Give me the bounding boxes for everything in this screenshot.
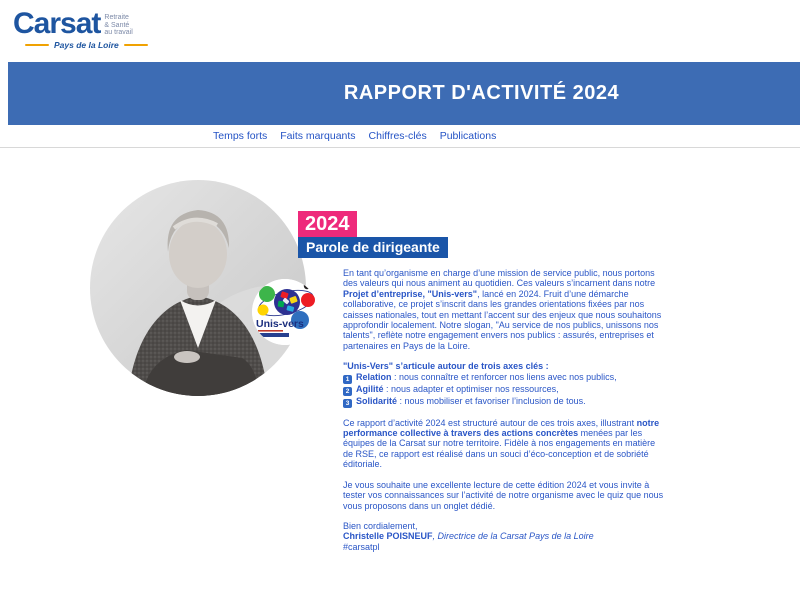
closing-paragraph: Je vous souhaite une excellente lecture de cette édition 2024 et vous invite à tester vos connaissances sur l’activité de notre organisme avec le quiz que nous vous proposons dans un onglet dédié. [343,479,664,511]
axis-text: : nous adapter et optimiser nos ressources, [383,383,559,394]
signoff-greeting: Bien cordialement, [343,520,418,531]
logo-divider-right [124,44,148,46]
logo-tagline-line: au travail [104,29,133,36]
article [343,268,665,552]
axis-1-badge: 1 [343,375,352,384]
signoff [343,521,665,552]
signoff-name: Christelle POISNEUF [343,531,433,542]
logo-divider-left [25,44,49,46]
logo-tagline-line: & Santé [104,21,130,29]
axis-term: Relation [356,371,392,382]
nav-item-faits-marquants[interactable]: Faits marquants [280,130,356,142]
logo-brand: Carsat [13,7,101,40]
axis-term: Agilité [356,383,384,394]
axis-term: Solidarité [356,395,398,406]
nav-item-publications[interactable]: Publications [439,130,497,142]
page-title: RAPPORT D'ACTIVITÉ 2024 [343,82,620,104]
axis-3-badge: 3 [343,399,352,408]
logo-region: Pays de la Loire [54,40,119,50]
section-title: Parole de dirigeante [298,237,448,258]
signoff-hashtag: #carsatpl [343,541,380,552]
carsat-logo[interactable] [13,9,148,50]
logo-tagline [104,14,132,37]
axis-item-solidarite [343,396,665,408]
axes-list [343,372,665,408]
logo-tagline-line: Retraite [104,14,129,21]
axes-heading: "Unis-Vers" s’articule autour de trois axes clés : [343,361,549,372]
signoff-role: , Directrice de la Carsat Pays de la Loire [432,531,594,542]
axis-text: : nous connaître et renforcer nos liens avec nos publics, [391,371,617,382]
year-badge: 2024 [298,211,357,237]
main-nav [0,125,800,148]
structure-paragraph: Ce rapport d’activité 2024 est structuré autour de ces trois axes, illustrant notre performance collective à travers des actions concrètes menées par les équipes de la Carsat sur notre territoire. Fidèle à nos engagements en matière de RSE, ce rapport est réalisé dans un souci d’éco-conception et de sobriété éditoriale. [343,417,660,470]
nav-item-chiffres-cles[interactable]: Chiffres-clés [368,130,427,142]
unisvers-badge [252,279,318,345]
axis-2-badge: 2 [343,387,352,396]
intro-paragraph: En tant qu’organisme en charge d’une mission de service public, nous portons des valeurs qui nous animent au quotidien. Ces valeurs s’incarnent dans notre Projet d’entreprise, "Unis-vers", lancé en 2024. Fruit d’une démarche collaborative, ce projet s’inscrit dans les grandes orientations fixées par nos caisses nationales, tout en mettant l’accent sur des enjeux que nous souhaitons approfondir localement. Notre slogan, "Au service de nos publics, unissons nos talents", reflète notre engagement envers nos publics : assurés, entreprises et partenaires en Pays de la Loire. [343,268,662,351]
unisvers-wordmark: Unis-vers [256,318,304,330]
axis-text: : nous mobiliser et favoriser l’inclusion de tous. [397,395,586,406]
unisvers-globe-icon [252,279,318,345]
site-header [0,0,800,62]
axis-item-relation [343,372,665,384]
axis-item-agilite [343,384,665,396]
banner [8,62,800,125]
nav-item-temps-forts[interactable]: Temps forts [213,130,268,142]
